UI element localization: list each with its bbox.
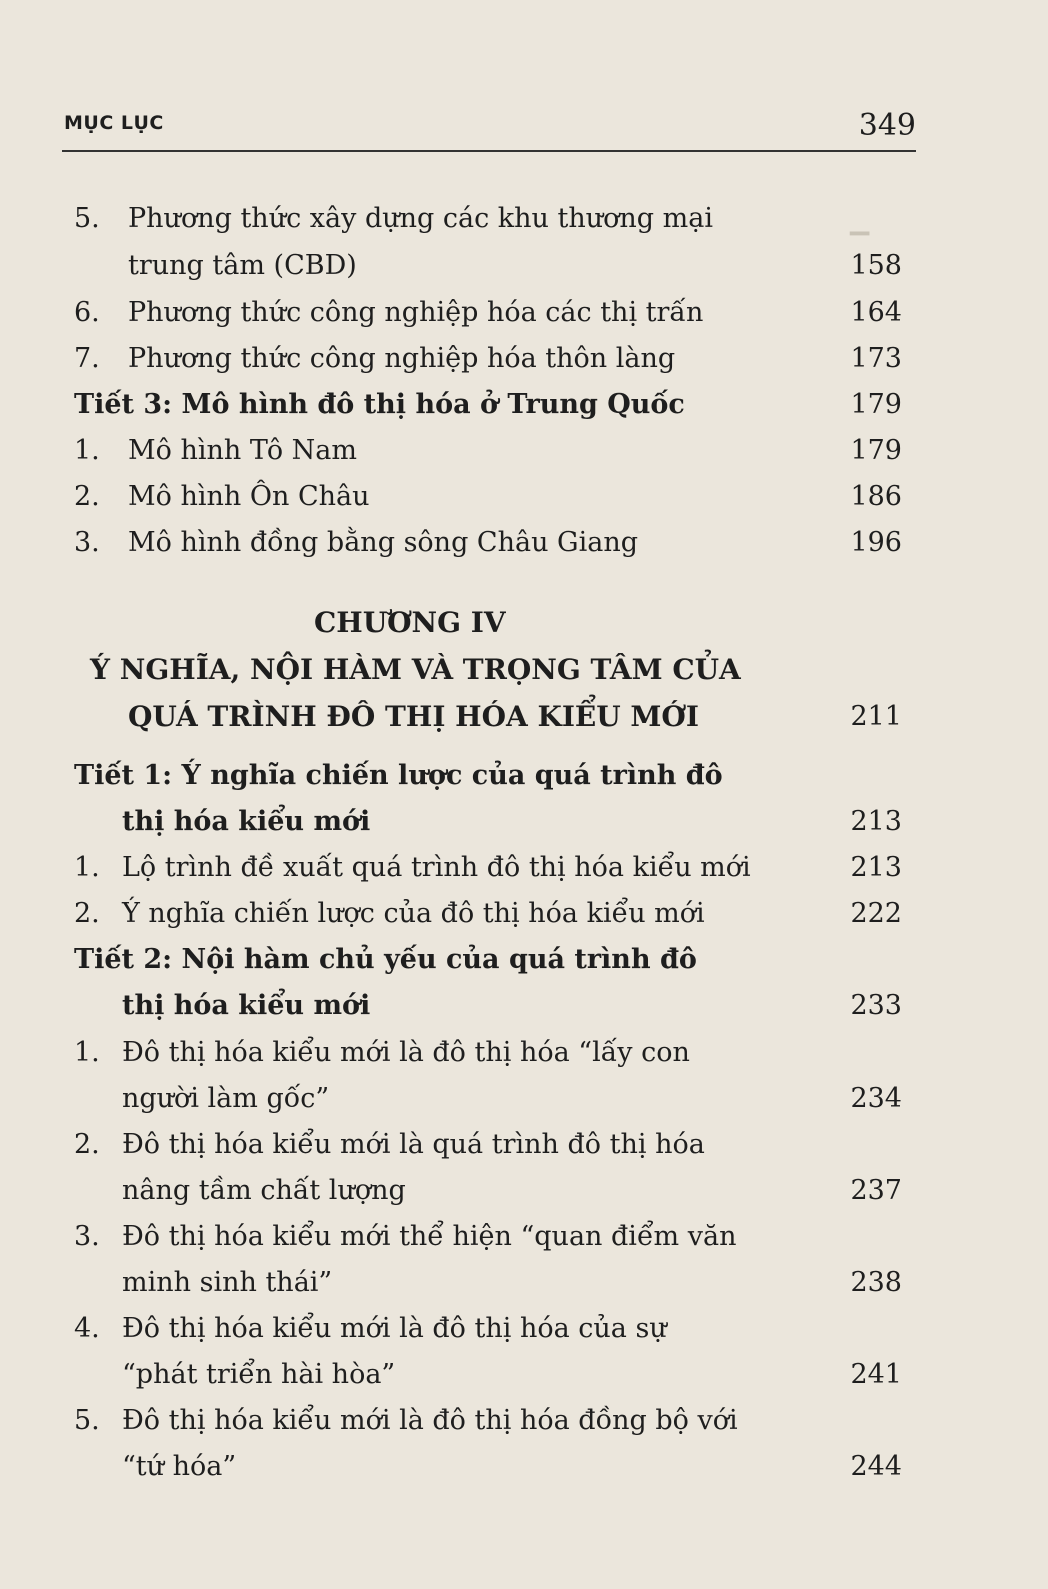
section-heading-text: Tiết 2: Nội hàm chủ yếu của quá trình đô bbox=[74, 944, 697, 975]
entry-page: 238 bbox=[850, 1267, 902, 1298]
entry-page: 233 bbox=[850, 990, 902, 1021]
toc-entry[interactable] bbox=[0, 1263, 1048, 1303]
entry-number: 1. bbox=[74, 852, 100, 883]
entry-page: 179 bbox=[850, 389, 902, 420]
toc-entry[interactable] bbox=[0, 1125, 1048, 1165]
entry-text: nâng tầm chất lượng bbox=[122, 1175, 406, 1206]
entry-text: người làm gốc” bbox=[122, 1083, 330, 1114]
chapter-title-line2[interactable] bbox=[0, 695, 1048, 739]
entry-page: 179 bbox=[850, 435, 902, 466]
header-rule bbox=[62, 150, 916, 152]
toc-entry[interactable] bbox=[0, 246, 1048, 286]
toc-entry[interactable] bbox=[0, 1217, 1048, 1257]
toc-section-heading[interactable] bbox=[0, 385, 1048, 425]
entry-number: 4. bbox=[74, 1313, 100, 1344]
chapter-title-text: QUÁ TRÌNH ĐÔ THỊ HÓA KIỂU MỚI bbox=[128, 700, 699, 733]
toc-entry[interactable] bbox=[0, 339, 1048, 379]
entry-text: Phương thức công nghiệp hóa thôn làng bbox=[128, 343, 676, 374]
chapter-label-text: CHƯƠNG IV bbox=[314, 606, 506, 639]
toc-entry[interactable] bbox=[0, 1447, 1048, 1487]
toc-section-heading[interactable] bbox=[0, 756, 1048, 796]
toc-entry[interactable] bbox=[0, 1171, 1048, 1211]
entry-page: 244 bbox=[850, 1451, 902, 1482]
entry-number: 3. bbox=[74, 1221, 100, 1252]
toc-entry[interactable] bbox=[0, 894, 1048, 934]
entry-number: 3. bbox=[74, 527, 100, 558]
entry-number: 1. bbox=[74, 1037, 100, 1068]
entry-number: 5. bbox=[74, 1405, 100, 1436]
entry-page: 213 bbox=[850, 806, 902, 837]
toc-entry[interactable] bbox=[0, 1079, 1048, 1119]
entry-number: 2. bbox=[74, 1129, 100, 1160]
entry-text: Phương thức công nghiệp hóa các thị trấn bbox=[128, 297, 704, 328]
toc-entry[interactable] bbox=[0, 199, 1048, 239]
entry-number: 5. bbox=[74, 203, 100, 234]
section-heading-text: Tiết 1: Ý nghĩa chiến lược của quá trình đô bbox=[74, 760, 723, 791]
entry-text: Mô hình Ôn Châu bbox=[128, 481, 370, 512]
entry-text: trung tâm (CBD) bbox=[128, 250, 357, 281]
entry-number: 1. bbox=[74, 435, 100, 466]
chapter-label[interactable] bbox=[0, 601, 1048, 645]
entry-text: Đô thị hóa kiểu mới là đô thị hóa “lấy con bbox=[122, 1037, 690, 1068]
entry-page: 213 bbox=[850, 852, 902, 883]
entry-number: 2. bbox=[74, 898, 100, 929]
entry-page: 237 bbox=[850, 1175, 902, 1206]
toc-entry[interactable] bbox=[0, 1309, 1048, 1349]
entry-text: Ý nghĩa chiến lược của đô thị hóa kiểu mới bbox=[122, 898, 705, 929]
entry-page: 158 bbox=[850, 250, 902, 281]
entry-page: 186 bbox=[850, 481, 902, 512]
entry-text: Mô hình Tô Nam bbox=[128, 435, 357, 466]
entry-text: Đô thị hóa kiểu mới là đô thị hóa đồng bộ với bbox=[122, 1405, 738, 1436]
entry-page: 196 bbox=[850, 527, 902, 558]
entry-text: minh sinh thái” bbox=[122, 1267, 333, 1298]
section-heading-text: thị hóa kiểu mới bbox=[122, 806, 371, 837]
entry-number: 7. bbox=[74, 343, 100, 374]
entry-page: 164 bbox=[850, 297, 902, 328]
bleed-through-mark: ▁ bbox=[850, 206, 870, 235]
section-heading-text: Tiết 3: Mô hình đô thị hóa ở Trung Quốc bbox=[74, 389, 685, 420]
entry-text: “phát triển hài hòa” bbox=[122, 1359, 396, 1390]
entry-text: Đô thị hóa kiểu mới là quá trình đô thị hóa bbox=[122, 1129, 705, 1160]
entry-text: Đô thị hóa kiểu mới thể hiện “quan điểm văn bbox=[122, 1221, 737, 1252]
entry-text: Lộ trình đề xuất quá trình đô thị hóa kiểu mới bbox=[122, 852, 751, 883]
entry-number: 6. bbox=[74, 297, 100, 328]
chapter-title-line1[interactable] bbox=[0, 648, 1048, 692]
entry-number: 2. bbox=[74, 481, 100, 512]
chapter-title-text: Ý NGHĨA, NỘI HÀM VÀ TRỌNG TÂM CỦA bbox=[90, 653, 741, 686]
toc-entry[interactable] bbox=[0, 523, 1048, 563]
section-heading-text: thị hóa kiểu mới bbox=[122, 990, 371, 1021]
toc-entry[interactable] bbox=[0, 1033, 1048, 1073]
running-title: MỤC LỤC bbox=[64, 112, 164, 134]
toc-entry[interactable] bbox=[0, 1355, 1048, 1395]
toc-entry[interactable] bbox=[0, 848, 1048, 888]
page-number: 349 bbox=[858, 108, 916, 143]
toc-section-heading[interactable] bbox=[0, 986, 1048, 1026]
entry-text: “tứ hóa” bbox=[122, 1451, 237, 1482]
entry-page: 241 bbox=[850, 1359, 902, 1390]
entry-page: 173 bbox=[850, 343, 902, 374]
entry-text: Mô hình đồng bằng sông Châu Giang bbox=[128, 527, 639, 558]
toc-entry[interactable] bbox=[0, 431, 1048, 471]
entry-text: Đô thị hóa kiểu mới là đô thị hóa của sự bbox=[122, 1313, 667, 1344]
entry-text: Phương thức xây dựng các khu thương mại bbox=[128, 203, 713, 234]
entry-page: 234 bbox=[850, 1083, 902, 1114]
toc-section-heading[interactable] bbox=[0, 940, 1048, 980]
toc-section-heading[interactable] bbox=[0, 802, 1048, 842]
toc-entry[interactable] bbox=[0, 293, 1048, 333]
toc-entry[interactable] bbox=[0, 477, 1048, 517]
chapter-page: 211 bbox=[850, 701, 902, 732]
entry-page: 222 bbox=[850, 898, 902, 929]
toc-entry[interactable] bbox=[0, 1401, 1048, 1441]
